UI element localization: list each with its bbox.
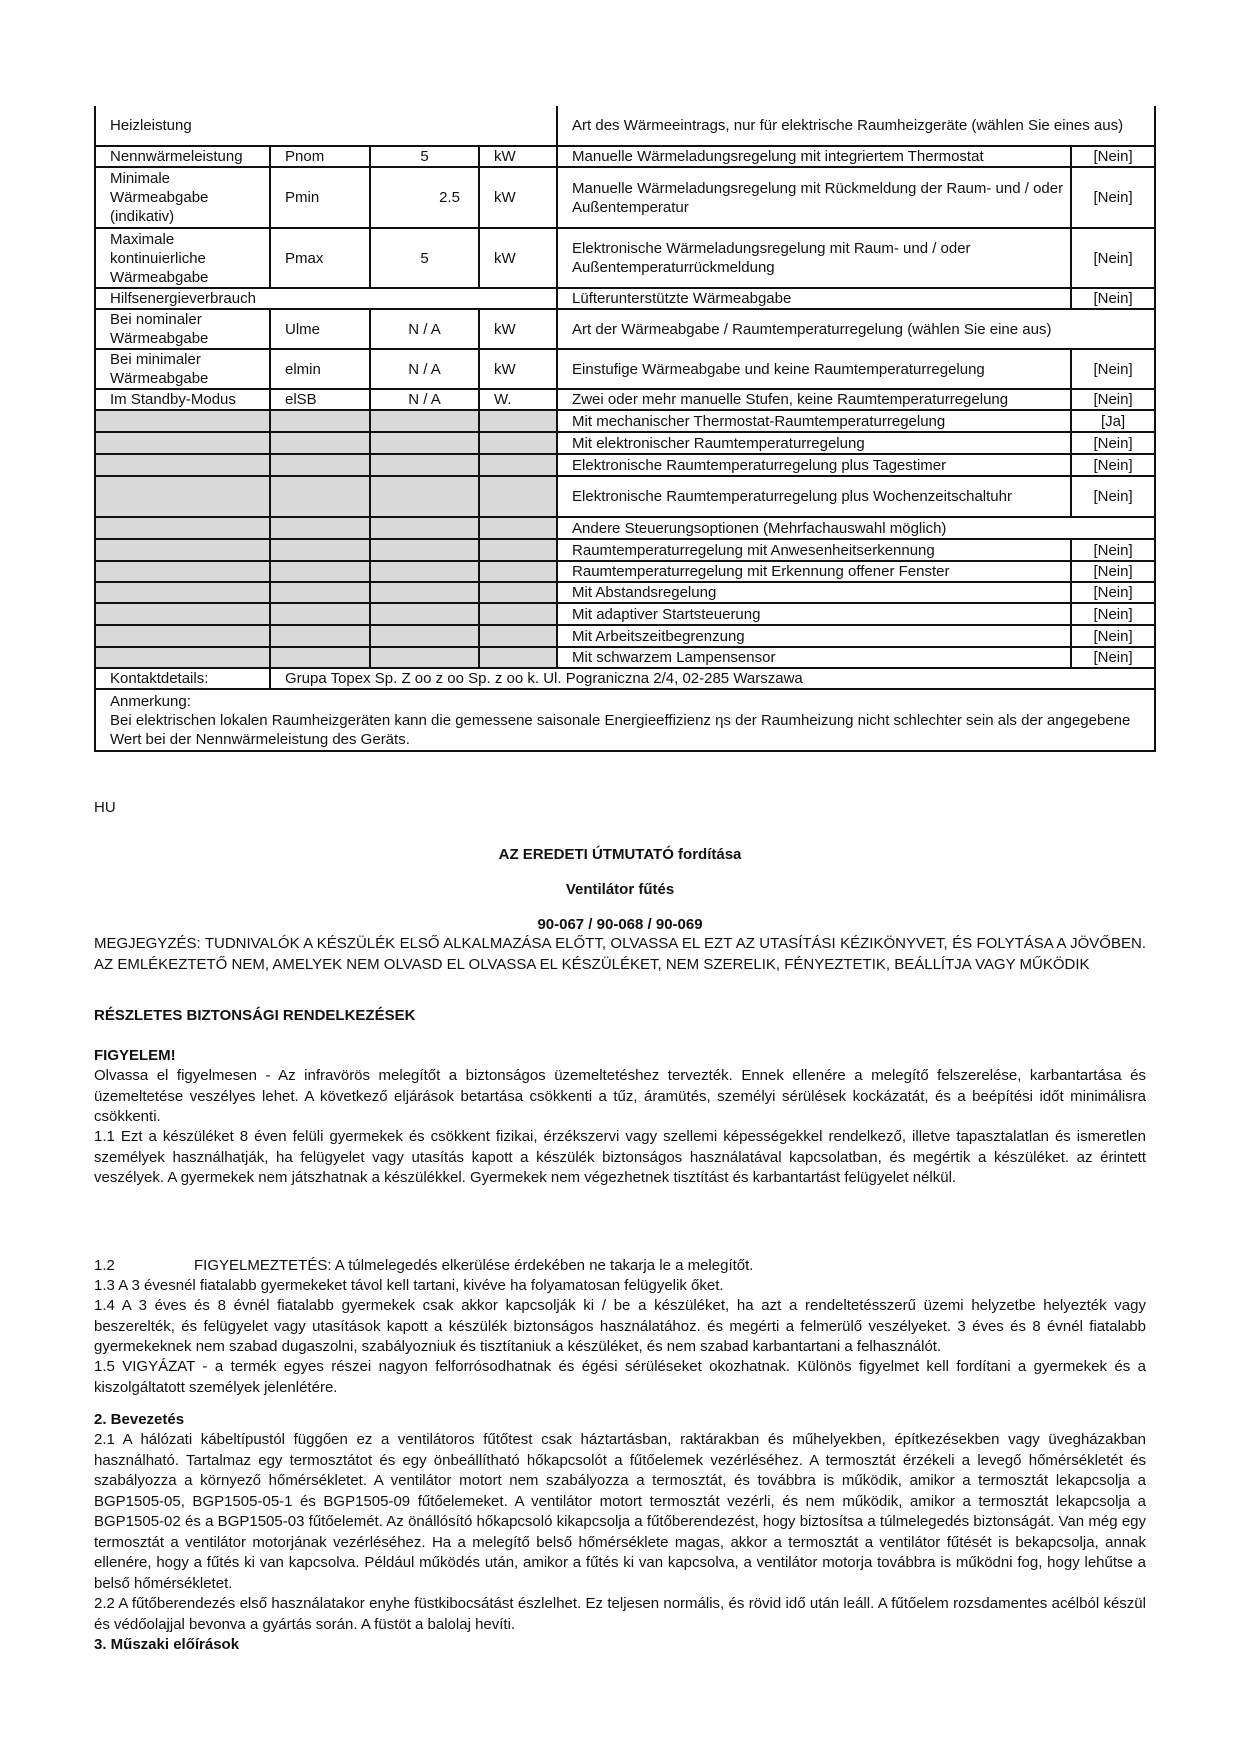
table-row xyxy=(95,561,1155,582)
table-cell: Hilfsenergieverbrauch xyxy=(95,288,557,309)
table-cell: Pmax xyxy=(270,228,370,288)
language-code: HU xyxy=(94,799,116,816)
table-cell xyxy=(270,410,370,432)
table-cell xyxy=(95,476,270,517)
table-row xyxy=(95,454,1155,476)
table-cell xyxy=(370,603,479,625)
table-cell: [Nein] xyxy=(1071,625,1155,647)
table-cell: Art der Wärmeabgabe / Raumtemperaturregelung (wählen Sie eine aus) xyxy=(557,309,1155,349)
table-cell xyxy=(95,647,270,668)
table-row xyxy=(95,689,1155,751)
table-cell xyxy=(270,454,370,476)
table-row xyxy=(95,582,1155,603)
table-cell: Heizleistung xyxy=(95,106,557,146)
table-cell xyxy=(370,582,479,603)
table-cell: Im Standby-Modus xyxy=(95,389,270,410)
table-cell: Elektronische Wärmeladungsregelung mit Raum- und / oder Außentemperaturrückmeldung xyxy=(557,228,1071,288)
table-cell: kW xyxy=(479,167,557,228)
table-row xyxy=(95,603,1155,625)
model-numbers: 90-067 / 90-068 / 90-069 xyxy=(537,916,703,933)
table-cell: [Nein] xyxy=(1071,167,1155,228)
table-cell: Art des Wärmeeintrags, nur für elektrische Raumheizgeräte (wählen Sie eines aus) xyxy=(557,106,1155,146)
paragraph-1-1: 1.1 Ezt a készüléket 8 éven felüli gyermekek és csökkent fizikai, érzékszervi vagy szellemi képességekkel rendelkező, illetve tapasztalatlan és ismeretlen személyek használhatják, ha felügyelet vagy utasítás kapott a készülék biztonságos használatával kapcsolatban, és megértik a készüléket. az érintett veszélyek. A gyermekek nem játszhatnak a készülékkel. Gyermekek nem végezhetnek tisztítást és karbantartást felügyelet nélkül. xyxy=(94,1128,1146,1186)
table-row xyxy=(95,228,1155,288)
table-cell: Andere Steuerungsoptionen (Mehrfachauswahl möglich) xyxy=(557,517,1155,539)
table-row xyxy=(95,410,1155,432)
table-cell: [Ja] xyxy=(1071,410,1155,432)
table-cell: Mit mechanischer Thermostat-Raumtemperaturregelung xyxy=(557,410,1071,432)
table-cell xyxy=(270,625,370,647)
table-cell xyxy=(270,539,370,561)
table-cell: Nennwärmeleistung xyxy=(95,146,270,167)
table-cell: [Nein] xyxy=(1071,539,1155,561)
technical-specs-heading: 3. Műszaki előírások xyxy=(94,1636,240,1653)
table-cell xyxy=(95,561,270,582)
table-cell: [Nein] xyxy=(1071,228,1155,288)
table-cell: Mit Abstandsregelung xyxy=(557,582,1071,603)
table-row xyxy=(95,517,1155,539)
table-row xyxy=(95,668,1155,689)
table-cell: [Nein] xyxy=(1071,476,1155,517)
table-cell xyxy=(479,517,557,539)
table-cell: [Nein] xyxy=(1071,561,1155,582)
table-cell xyxy=(370,561,479,582)
table-cell: Manuelle Wärmeladungsregelung mit Rückmeldung der Raum- und / oder Außentemperatur xyxy=(557,167,1071,228)
table-cell: Pnom xyxy=(270,146,370,167)
table-cell: Zwei oder mehr manuelle Stufen, keine Raumtemperaturregelung xyxy=(557,389,1071,410)
table-cell: Mit schwarzem Lampensensor xyxy=(557,647,1071,668)
table-row xyxy=(95,146,1155,167)
table-cell xyxy=(270,517,370,539)
table-cell xyxy=(370,410,479,432)
table-row xyxy=(95,167,1155,228)
table-cell: Lüfterunterstützte Wärmeabgabe xyxy=(557,288,1071,309)
table-cell xyxy=(270,582,370,603)
table-cell xyxy=(479,647,557,668)
paragraph-1-4: 1.4 A 3 éves és 8 évnél fiatalabb gyermekek csak akkor kapcsolják ki / be a készüléket, ha azt a rendeltetésszerű üzemi helyzetbe helyezték vagy beszerelték, és felügyelet vagy utasítások kapott a készülék biztonságos használatához. és megérti a felmerülő veszélyeket. 3 éves és 8 évnél fiatalabb gyermekeknek nem szabad dugaszolni, szabályozniuk és tisztítaniuk a készüléket, és nem szabad karbantartani a felhasználót. xyxy=(94,1297,1146,1355)
table-row xyxy=(95,432,1155,454)
table-row xyxy=(95,625,1155,647)
safety-heading: RÉSZLETES BIZTONSÁGI RENDELKEZÉSEK xyxy=(94,1007,416,1024)
table-cell: kW xyxy=(479,228,557,288)
table-cell xyxy=(370,454,479,476)
paragraph-1-2-text: FIGYELMEZTETÉS: A túlmelegedés elkerülése érdekében ne takarja le a melegítőt. xyxy=(194,1257,754,1274)
table-row xyxy=(95,476,1155,517)
table-cell: [Nein] xyxy=(1071,146,1155,167)
table-cell xyxy=(479,603,557,625)
table-cell xyxy=(479,476,557,517)
table-cell: [Nein] xyxy=(1071,288,1155,309)
table-cell: Grupa Topex Sp. Z oo z oo Sp. z oo k. Ul. Pograniczna 2/4, 02-285 Warszawa xyxy=(270,668,1155,689)
table-cell: kW xyxy=(479,349,557,389)
paragraph-1-2 xyxy=(94,1256,1146,1277)
table-cell: [Nein] xyxy=(1071,432,1155,454)
table-row xyxy=(95,539,1155,561)
note-paragraph: MEGJEGYZÉS: TUDNIVALÓK A KÉSZÜLÉK ELSŐ ALKALMAZÁSA ELŐTT, OLVASSA EL EZT AZ UTASÍTÁSI KÉZIKÖNYVET, ÉS FOLYTÁSA A JÖVŐBEN. AZ EMLÉKEZTETŐ NEM, AMELYEK NEM OLVASD EL OLVASSA EL KÉSZÜLÉKET, NEM SZERELIK, FÉNYEZTETIK, BEÁLLÍTJA VAGY MŰKÖDIK xyxy=(94,935,1146,973)
table-cell: Pmin xyxy=(270,167,370,228)
table-cell: 2.5 xyxy=(370,167,479,228)
table-cell xyxy=(370,647,479,668)
ecodesign-spec-table xyxy=(94,106,1156,752)
table-cell xyxy=(479,625,557,647)
table-cell: Elektronische Raumtemperaturregelung plus Wochenzeitschaltuhr xyxy=(557,476,1071,517)
table-cell xyxy=(479,432,557,454)
table-cell xyxy=(479,539,557,561)
paragraph-1-3: 1.3 A 3 évesnél fiatalabb gyermekeket távol kell tartani, kivéve ha folyamatosan felügyelik őket. xyxy=(94,1277,724,1294)
attention-heading: FIGYELEM! xyxy=(94,1047,176,1064)
table-cell: 5 xyxy=(370,228,479,288)
doc-title: AZ EREDETI ÚTMUTATÓ fordítása xyxy=(498,846,742,863)
table-cell: Ulme xyxy=(270,309,370,349)
table-cell xyxy=(95,410,270,432)
table-cell: kW xyxy=(479,309,557,349)
table-cell: Bei minimaler Wärmeabgabe xyxy=(95,349,270,389)
table-cell: Einstufige Wärmeabgabe und keine Raumtemperaturregelung xyxy=(557,349,1071,389)
table-cell: Bei nominaler Wärmeabgabe xyxy=(95,309,270,349)
table-cell: Raumtemperaturregelung mit Anwesenheitserkennung xyxy=(557,539,1071,561)
table-cell xyxy=(95,603,270,625)
table-cell xyxy=(270,476,370,517)
table-cell: Elektronische Raumtemperaturregelung plus Tagestimer xyxy=(557,454,1071,476)
table-row xyxy=(95,106,1155,146)
table-cell xyxy=(370,432,479,454)
table-cell xyxy=(479,561,557,582)
table-cell xyxy=(479,582,557,603)
table-cell xyxy=(270,603,370,625)
table-cell: [Nein] xyxy=(1071,454,1155,476)
table-cell xyxy=(270,432,370,454)
table-cell: Mit elektronischer Raumtemperaturregelung xyxy=(557,432,1071,454)
table-cell xyxy=(95,625,270,647)
table-cell: Maximale kontinuierliche Wärmeabgabe xyxy=(95,228,270,288)
table-cell: Manuelle Wärmeladungsregelung mit integriertem Thermostat xyxy=(557,146,1071,167)
table-cell: elmin xyxy=(270,349,370,389)
table-cell: 5 xyxy=(370,146,479,167)
doc-subtitle: Ventilátor fűtés xyxy=(565,881,675,898)
table-row xyxy=(95,309,1155,349)
table-cell: W. xyxy=(479,389,557,410)
table-cell xyxy=(95,539,270,561)
introduction-heading: 2. Bevezetés xyxy=(94,1411,185,1428)
paragraph-1-2-number: 1.2 xyxy=(94,1257,115,1274)
table-cell xyxy=(370,625,479,647)
table-cell xyxy=(95,517,270,539)
table-cell xyxy=(370,539,479,561)
table-cell: [Nein] xyxy=(1071,603,1155,625)
table-cell xyxy=(270,561,370,582)
table-cell: Kontaktdetails: xyxy=(95,668,270,689)
paragraph-2-2: 2.2 A fűtőberendezés első használatakor enyhe füstkibocsátást észlelhet. Ez teljesen normális, és rövid idő után leáll. A fűtőelem rozsdamentes acélból készül és védőolajjal bevonva a gyártás során. A füstöt a balolaj hevíti. xyxy=(94,1595,1146,1633)
table-row xyxy=(95,389,1155,410)
table-cell xyxy=(95,432,270,454)
table-cell: [Nein] xyxy=(1071,389,1155,410)
table-cell xyxy=(479,454,557,476)
table-cell: Anmerkung: Bei elektrischen lokalen Raumheizgeräten kann die gemessene saisonale Energieeffizienz ηs der Raumheizung nicht schlechter sein als der angegebene Wert bei der Nennwärmeleistung des Geräts. xyxy=(95,689,1155,751)
table-cell: [Nein] xyxy=(1071,349,1155,389)
table-cell xyxy=(95,582,270,603)
table-cell: elSB xyxy=(270,389,370,410)
intro-paragraph: Olvassa el figyelmesen - Az infravörös melegítőt a biztonságos üzemeltetéshez tervezték. Ennek ellenére a melegítő felszerelése, karbantartása és üzemeltetése veszélyes lehet. A következő eljárások betartása csökkenti a tűz, áramütés, személyi sérülések kockázatát, és a beépítési időt minimálisra csökkenti. xyxy=(94,1067,1146,1125)
table-cell: N / A xyxy=(370,349,479,389)
table-cell: kW xyxy=(479,146,557,167)
table-cell: N / A xyxy=(370,389,479,410)
table-row xyxy=(95,647,1155,668)
table-cell: Raumtemperaturregelung mit Erkennung offener Fenster xyxy=(557,561,1071,582)
table-cell xyxy=(270,647,370,668)
table-cell: Mit Arbeitszeitbegrenzung xyxy=(557,625,1071,647)
table-cell: Minimale Wärmeabgabe (indikativ) xyxy=(95,167,270,228)
table-cell: [Nein] xyxy=(1071,582,1155,603)
table-cell xyxy=(370,517,479,539)
table-cell xyxy=(370,476,479,517)
table-row xyxy=(95,349,1155,389)
table-cell: [Nein] xyxy=(1071,647,1155,668)
table-cell xyxy=(479,410,557,432)
table-cell: N / A xyxy=(370,309,479,349)
paragraph-1-5: 1.5 VIGYÁZAT - a termék egyes részei nagyon felforrósodhatnak és égési sérüléseket okozhatnak. Különös figyelmet kell fordítani a gyermekek és a kiszolgáltatott személyek jelenlétére. xyxy=(94,1358,1146,1396)
paragraph-2-1: 2.1 A hálózati kábeltípustól függően ez a ventilátoros fűtőtest csak háztartásban, raktárakban és műhelyekben, építkezésekben vagy üvegházakban használható. Tartalmaz egy termosztátot és egy önbeállítható hőkapcsolót a fűtőelemek vezérléséhez. A termosztát érzékeli a levegő hőmérsékletét és szabályozza a környező hőmérsékletet. A ventilátor motort nem szabályozza a termosztát, és továbbra is működik, amikor a termosztát lekapcsolja a BGP1505-05, BGP1505-05-1 és BGP1505-09 fűtőelemeket. A ventilátor motort termosztát vezérli, és nem működik, amikor a termosztát lekapcsolja a BGP1505-02 és a BGP1505-03 fűtőelemét. Az önállósító hőkapcsoló kikapcsolja a fűtőberendezést, hogy biztosítsa a túlmelegedés biztonságát. Van még egy termosztát a ventilátor motorjának vezérléséhez. Ha a melegítő belső hőmérséklete magas, akkor a termosztát a ventilátor fűtését is bekapcsolja, annak ellenére, hogy a fűtés ki van kapcsolva. Például működés után, amikor a fűtés ki van kapcsolva, a ventilátor motorja továbbra is működni fog, hogy lehűtse a belső hőmérsékletet. xyxy=(94,1431,1146,1592)
table-row xyxy=(95,288,1155,309)
table-cell xyxy=(95,454,270,476)
table-cell: Mit adaptiver Startsteuerung xyxy=(557,603,1071,625)
